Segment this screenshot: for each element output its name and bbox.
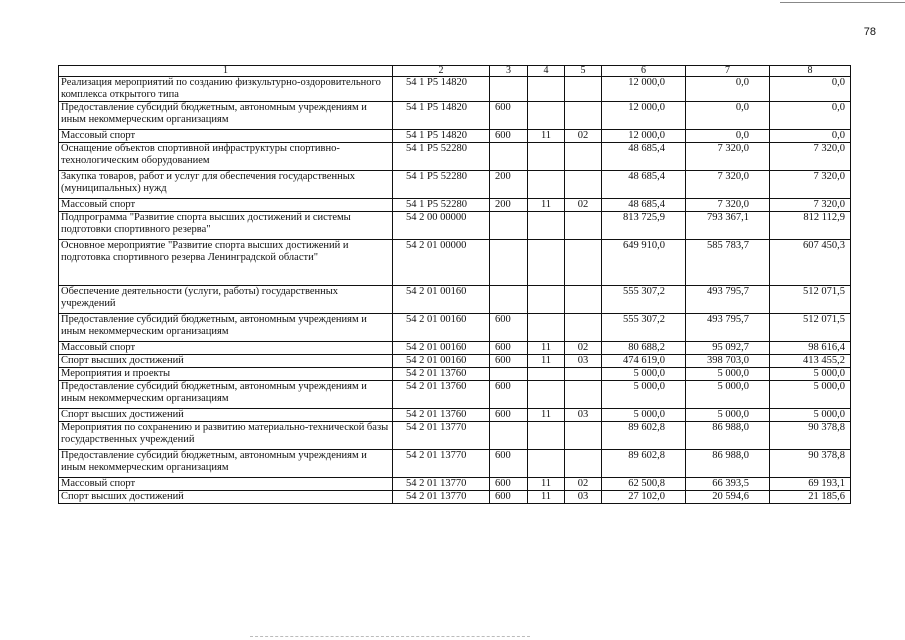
row-value-col8-cell: 7 320,0 <box>770 171 851 199</box>
table-row <box>59 143 851 171</box>
row-expense-type-cell: 600 <box>490 478 528 491</box>
row-value-col6-cell: 48 685,4 <box>602 171 686 199</box>
table-row <box>59 491 851 504</box>
column-header: 1 <box>59 66 393 77</box>
row-value-col6-cell: 12 000,0 <box>602 130 686 143</box>
row-value-col6-cell: 62 500,8 <box>602 478 686 491</box>
row-value-col8-cell: 5 000,0 <box>770 368 851 381</box>
row-section-cell: 11 <box>528 199 565 212</box>
row-value-col7-cell: 0,0 <box>686 130 770 143</box>
row-expense-type-cell: 600 <box>490 102 528 130</box>
row-value-col7-cell: 793 367,1 <box>686 212 770 240</box>
row-subsection-cell: 03 <box>565 409 602 422</box>
table-row <box>59 286 851 314</box>
row-value-col7-cell: 0,0 <box>686 77 770 102</box>
column-header: 4 <box>528 66 565 77</box>
row-value-col8-cell: 69 193,1 <box>770 478 851 491</box>
row-expense-type-cell: 600 <box>490 409 528 422</box>
table-row <box>59 478 851 491</box>
row-section-cell: 11 <box>528 409 565 422</box>
row-section-cell: 11 <box>528 491 565 504</box>
row-expense-type-cell: 600 <box>490 314 528 342</box>
row-subsection-cell <box>565 171 602 199</box>
row-section-cell <box>528 450 565 478</box>
row-value-col8-cell: 5 000,0 <box>770 409 851 422</box>
row-section-cell <box>528 102 565 130</box>
row-section-cell <box>528 240 565 286</box>
row-value-col8-cell: 607 450,3 <box>770 240 851 286</box>
table-row <box>59 409 851 422</box>
row-name-cell: Массовый спорт <box>59 199 393 212</box>
row-name-cell: Спорт высших достижений <box>59 491 393 504</box>
row-code-cell: 54 1 P5 14820 <box>393 77 490 102</box>
row-value-col6-cell: 27 102,0 <box>602 491 686 504</box>
row-subsection-cell <box>565 212 602 240</box>
row-value-col6-cell: 813 725,9 <box>602 212 686 240</box>
row-expense-type-cell: 600 <box>490 130 528 143</box>
row-section-cell: 11 <box>528 130 565 143</box>
row-code-cell: 54 1 P5 52280 <box>393 171 490 199</box>
table-row <box>59 77 851 102</box>
row-section-cell <box>528 77 565 102</box>
row-expense-type-cell <box>490 212 528 240</box>
row-subsection-cell <box>565 102 602 130</box>
table-row <box>59 199 851 212</box>
row-value-col8-cell: 5 000,0 <box>770 381 851 409</box>
row-subsection-cell: 02 <box>565 130 602 143</box>
row-subsection-cell <box>565 381 602 409</box>
row-subsection-cell: 02 <box>565 199 602 212</box>
row-name-cell: Реализация мероприятий по созданию физкультурно-оздоровительного комплекса открытого типа <box>59 77 393 102</box>
row-subsection-cell: 03 <box>565 491 602 504</box>
row-expense-type-cell <box>490 240 528 286</box>
table-row <box>59 240 851 286</box>
row-value-col6-cell: 555 307,2 <box>602 286 686 314</box>
row-value-col8-cell: 21 185,6 <box>770 491 851 504</box>
row-value-col6-cell: 48 685,4 <box>602 143 686 171</box>
row-expense-type-cell: 600 <box>490 491 528 504</box>
table-row <box>59 355 851 368</box>
row-expense-type-cell: 600 <box>490 381 528 409</box>
row-code-cell: 54 2 01 00160 <box>393 355 490 368</box>
row-value-col6-cell: 12 000,0 <box>602 77 686 102</box>
row-name-cell: Оснащение объектов спортивной инфраструктуры спортивно-технологическим оборудованием <box>59 143 393 171</box>
row-value-col6-cell: 12 000,0 <box>602 102 686 130</box>
row-subsection-cell <box>565 422 602 450</box>
row-subsection-cell <box>565 240 602 286</box>
row-name-cell: Закупка товаров, работ и услуг для обеспечения государственных (муниципальных) нужд <box>59 171 393 199</box>
row-name-cell: Предоставление субсидий бюджетным, автономным учреждениям и иным некоммерческим организациям <box>59 381 393 409</box>
row-name-cell: Предоставление субсидий бюджетным, автономным учреждениям и иным некоммерческим организациям <box>59 102 393 130</box>
row-value-col7-cell: 86 988,0 <box>686 422 770 450</box>
row-value-col6-cell: 5 000,0 <box>602 409 686 422</box>
row-value-col7-cell: 493 795,7 <box>686 286 770 314</box>
row-code-cell: 54 2 01 13770 <box>393 478 490 491</box>
row-section-cell <box>528 286 565 314</box>
row-name-cell: Мероприятия и проекты <box>59 368 393 381</box>
row-name-cell: Спорт высших достижений <box>59 409 393 422</box>
row-code-cell: 54 2 01 00000 <box>393 240 490 286</box>
row-name-cell: Подпрограмма "Развитие спорта высших достижений и системы подготовки спортивного резерва" <box>59 212 393 240</box>
row-section-cell <box>528 381 565 409</box>
table-row <box>59 314 851 342</box>
row-value-col7-cell: 5 000,0 <box>686 409 770 422</box>
row-value-col7-cell: 20 594,6 <box>686 491 770 504</box>
row-name-cell: Массовый спорт <box>59 342 393 355</box>
row-value-col8-cell: 812 112,9 <box>770 212 851 240</box>
row-section-cell <box>528 368 565 381</box>
row-name-cell: Спорт высших достижений <box>59 355 393 368</box>
row-subsection-cell: 02 <box>565 342 602 355</box>
row-section-cell <box>528 143 565 171</box>
table-row <box>59 368 851 381</box>
row-value-col6-cell: 649 910,0 <box>602 240 686 286</box>
bottom-scan-marks <box>250 636 530 637</box>
row-expense-type-cell: 200 <box>490 171 528 199</box>
row-name-cell: Мероприятия по сохранению и развитию материально-технической базы государственных учреждений <box>59 422 393 450</box>
column-header: 3 <box>490 66 528 77</box>
top-rule <box>780 2 905 3</box>
row-value-col7-cell: 7 320,0 <box>686 199 770 212</box>
row-value-col8-cell: 90 378,8 <box>770 422 851 450</box>
row-section-cell <box>528 422 565 450</box>
row-value-col7-cell: 7 320,0 <box>686 171 770 199</box>
row-code-cell: 54 2 01 13770 <box>393 422 490 450</box>
row-name-cell: Массовый спорт <box>59 478 393 491</box>
row-value-col8-cell: 7 320,0 <box>770 143 851 171</box>
row-section-cell <box>528 314 565 342</box>
row-value-col8-cell: 98 616,4 <box>770 342 851 355</box>
row-value-col8-cell: 90 378,8 <box>770 450 851 478</box>
row-value-col8-cell: 0,0 <box>770 77 851 102</box>
row-section-cell <box>528 212 565 240</box>
row-expense-type-cell: 600 <box>490 342 528 355</box>
row-expense-type-cell <box>490 422 528 450</box>
row-subsection-cell <box>565 77 602 102</box>
row-value-col7-cell: 7 320,0 <box>686 143 770 171</box>
row-value-col6-cell: 48 685,4 <box>602 199 686 212</box>
row-value-col7-cell: 5 000,0 <box>686 368 770 381</box>
row-code-cell: 54 2 01 13760 <box>393 381 490 409</box>
row-expense-type-cell <box>490 368 528 381</box>
row-value-col7-cell: 86 988,0 <box>686 450 770 478</box>
row-code-cell: 54 1 P5 14820 <box>393 102 490 130</box>
row-value-col7-cell: 0,0 <box>686 102 770 130</box>
row-expense-type-cell <box>490 143 528 171</box>
table-row <box>59 422 851 450</box>
row-name-cell: Массовый спорт <box>59 130 393 143</box>
table-row <box>59 171 851 199</box>
column-header: 8 <box>770 66 851 77</box>
row-section-cell <box>528 171 565 199</box>
row-value-col6-cell: 89 602,8 <box>602 422 686 450</box>
row-expense-type-cell <box>490 286 528 314</box>
column-header: 7 <box>686 66 770 77</box>
row-code-cell: 54 2 01 13760 <box>393 368 490 381</box>
row-value-col8-cell: 512 071,5 <box>770 286 851 314</box>
row-value-col8-cell: 7 320,0 <box>770 199 851 212</box>
row-subsection-cell: 02 <box>565 478 602 491</box>
row-value-col8-cell: 0,0 <box>770 130 851 143</box>
row-code-cell: 54 2 01 13770 <box>393 491 490 504</box>
row-value-col8-cell: 413 455,2 <box>770 355 851 368</box>
row-section-cell: 11 <box>528 478 565 491</box>
table-row <box>59 381 851 409</box>
row-subsection-cell <box>565 450 602 478</box>
page-number: 78 <box>863 26 876 38</box>
table-header-row <box>59 66 851 77</box>
row-code-cell: 54 2 01 00160 <box>393 314 490 342</box>
row-code-cell: 54 1 P5 52280 <box>393 143 490 171</box>
row-code-cell: 54 2 00 00000 <box>393 212 490 240</box>
table-row <box>59 450 851 478</box>
row-section-cell: 11 <box>528 342 565 355</box>
row-name-cell: Предоставление субсидий бюджетным, автономным учреждениям и иным некоммерческим организациям <box>59 450 393 478</box>
row-value-col7-cell: 66 393,5 <box>686 478 770 491</box>
row-section-cell: 11 <box>528 355 565 368</box>
row-expense-type-cell <box>490 77 528 102</box>
row-subsection-cell <box>565 314 602 342</box>
row-value-col6-cell: 5 000,0 <box>602 368 686 381</box>
row-name-cell: Основное мероприятие "Развитие спорта высших достижений и подготовка спортивного резерва Ленинградской области" <box>59 240 393 286</box>
row-code-cell: 54 2 01 00160 <box>393 286 490 314</box>
row-value-col7-cell: 585 783,7 <box>686 240 770 286</box>
row-code-cell: 54 2 01 00160 <box>393 342 490 355</box>
table-row <box>59 212 851 240</box>
row-name-cell: Обеспечение деятельности (услуги, работы) государственных учреждений <box>59 286 393 314</box>
row-code-cell: 54 2 01 13760 <box>393 409 490 422</box>
row-subsection-cell <box>565 143 602 171</box>
row-value-col6-cell: 5 000,0 <box>602 381 686 409</box>
row-value-col6-cell: 555 307,2 <box>602 314 686 342</box>
column-header: 2 <box>393 66 490 77</box>
row-code-cell: 54 2 01 13770 <box>393 450 490 478</box>
table-row <box>59 342 851 355</box>
row-name-cell: Предоставление субсидий бюджетным, автономным учреждениям и иным некоммерческим организациям <box>59 314 393 342</box>
row-code-cell: 54 1 P5 14820 <box>393 130 490 143</box>
row-expense-type-cell: 200 <box>490 199 528 212</box>
table-row <box>59 102 851 130</box>
row-subsection-cell <box>565 368 602 381</box>
column-header: 5 <box>565 66 602 77</box>
row-value-col8-cell: 512 071,5 <box>770 314 851 342</box>
table-row <box>59 130 851 143</box>
row-value-col6-cell: 89 602,8 <box>602 450 686 478</box>
row-expense-type-cell: 600 <box>490 355 528 368</box>
row-value-col6-cell: 474 619,0 <box>602 355 686 368</box>
row-code-cell: 54 1 P5 52280 <box>393 199 490 212</box>
row-subsection-cell <box>565 286 602 314</box>
row-expense-type-cell: 600 <box>490 450 528 478</box>
budget-table <box>58 65 851 504</box>
row-value-col8-cell: 0,0 <box>770 102 851 130</box>
row-value-col7-cell: 95 092,7 <box>686 342 770 355</box>
row-value-col7-cell: 398 703,0 <box>686 355 770 368</box>
row-value-col6-cell: 80 688,2 <box>602 342 686 355</box>
column-header: 6 <box>602 66 686 77</box>
row-value-col7-cell: 493 795,7 <box>686 314 770 342</box>
row-subsection-cell: 03 <box>565 355 602 368</box>
row-value-col7-cell: 5 000,0 <box>686 381 770 409</box>
